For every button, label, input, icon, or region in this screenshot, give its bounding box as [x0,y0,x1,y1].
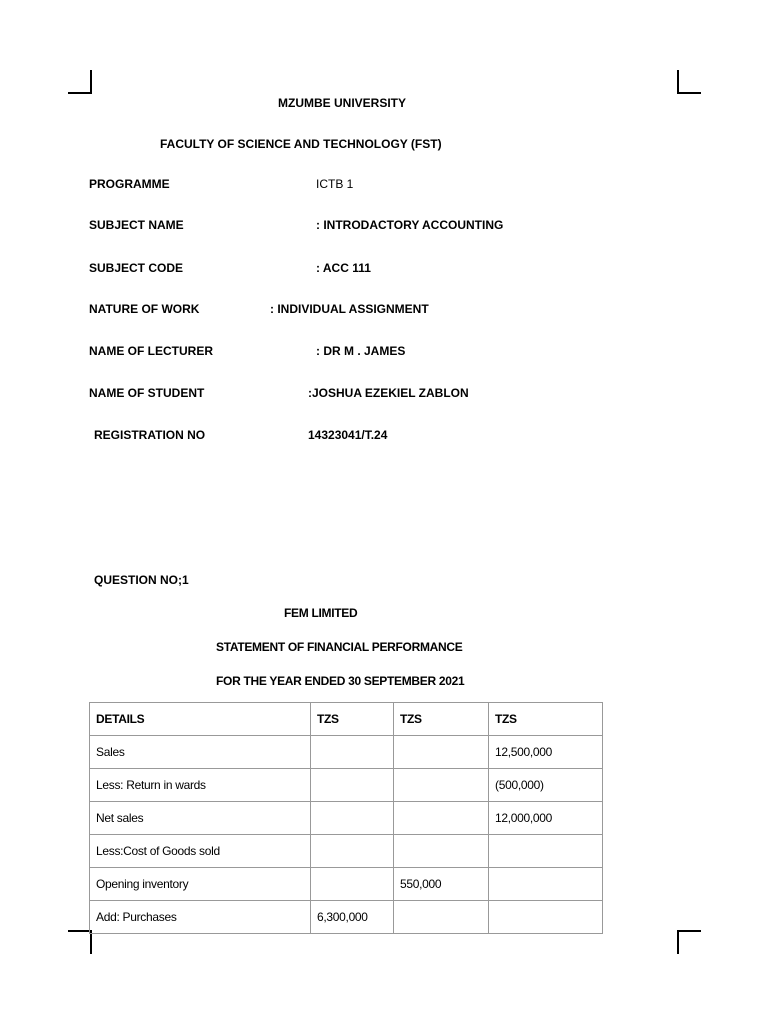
table-row [90,901,603,934]
table-cell: 550,000 [394,868,489,901]
table-cell [394,736,489,769]
table-cell [489,868,603,901]
field-value: : INDIVIDUAL ASSIGNMENT [270,302,429,316]
table-cell: (500,000) [489,769,603,802]
field-label: NAME OF STUDENT [89,386,205,400]
company-name: FEM LIMITED [284,606,358,620]
table-cell [311,835,394,868]
statement-period: FOR THE YEAR ENDED 30 SEPTEMBER 2021 [216,674,465,688]
question-heading: QUESTION NO;1 [94,573,189,587]
table-cell [311,802,394,835]
column-header: DETAILS [90,703,311,736]
table-cell [394,835,489,868]
column-header: TZS [394,703,489,736]
field-label: PROGRAMME [89,177,170,191]
table-cell: Sales [90,736,311,769]
table-cell: 12,000,000 [489,802,603,835]
statement-title: STATEMENT OF FINANCIAL PERFORMANCE [216,640,463,654]
table-cell: 6,300,000 [311,901,394,934]
crop-mark-top-right [677,70,701,94]
table-cell [311,736,394,769]
table-header-row [90,703,603,736]
field-value: :JOSHUA EZEKIEL ZABLON [308,386,469,400]
table-cell: Add: Purchases [90,901,311,934]
table-cell: Less:Cost of Goods sold [90,835,311,868]
table-row [90,769,603,802]
university-title: MZUMBE UNIVERSITY [278,96,407,110]
field-value: : ACC 111 [316,261,371,275]
table-row [90,736,603,769]
field-label: NAME OF LECTURER [89,344,213,358]
table-cell [311,868,394,901]
table-row [90,802,603,835]
field-value: : INTRODACTORY ACCOUNTING [316,218,504,232]
financial-table [89,702,603,934]
table-cell: Opening inventory [90,868,311,901]
table-cell: Net sales [90,802,311,835]
table-row [90,835,603,868]
column-header: TZS [489,703,603,736]
table-cell [394,802,489,835]
field-label: REGISTRATION NO [94,428,206,442]
crop-mark-top-left [68,70,92,94]
table-cell [311,769,394,802]
field-label: SUBJECT CODE [89,261,184,275]
field-value: : DR M . JAMES [316,344,406,358]
field-label: SUBJECT NAME [89,218,184,232]
crop-mark-bottom-right [677,930,701,954]
field-value: ICTB 1 [316,177,354,191]
table-cell [394,769,489,802]
table-row [90,868,603,901]
table-cell [394,901,489,934]
field-label: NATURE OF WORK [89,302,200,316]
table-cell [489,901,603,934]
faculty-title: FACULTY OF SCIENCE AND TECHNOLOGY (FST) [160,137,442,151]
column-header: TZS [311,703,394,736]
table-cell: 12,500,000 [489,736,603,769]
table-cell [489,835,603,868]
table-cell: Less: Return in wards [90,769,311,802]
field-value: 14323041/T.24 [308,428,388,442]
